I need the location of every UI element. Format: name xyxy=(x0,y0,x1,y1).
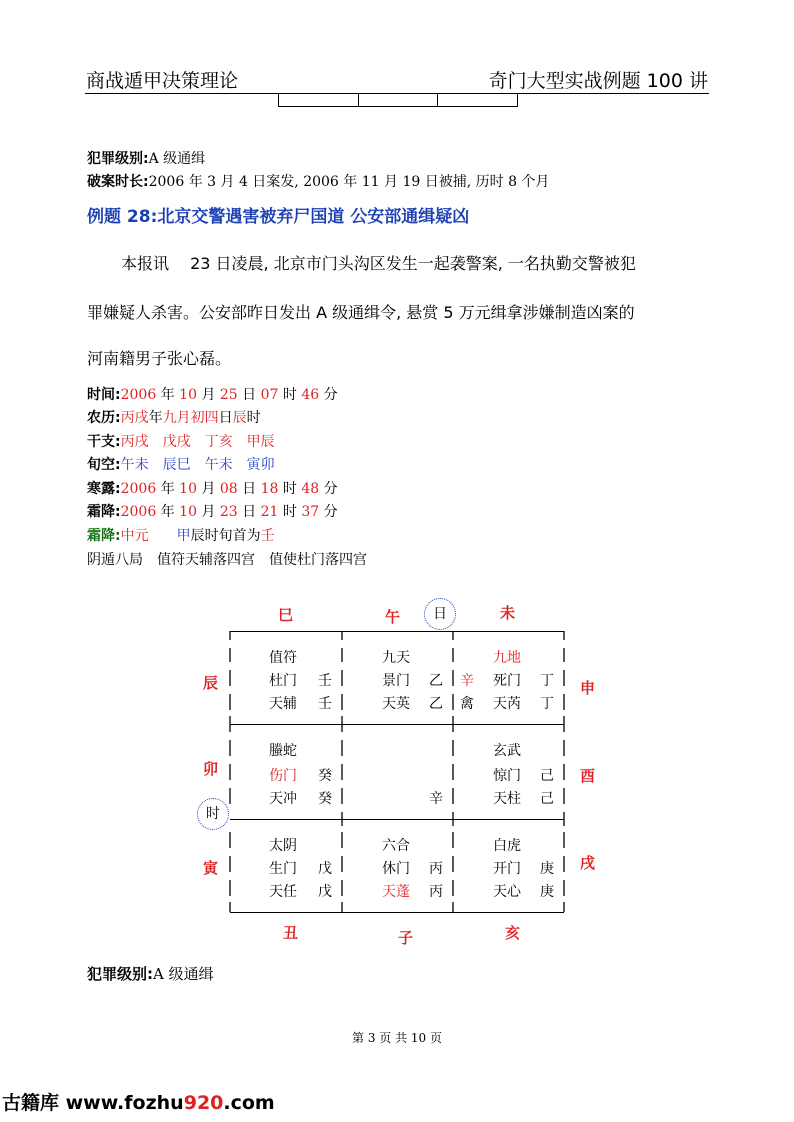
info-ganzhi: 干支:丙戌 戊戌 丁亥 甲辰 xyxy=(87,434,275,450)
p6-god: 白虎 xyxy=(493,838,521,854)
info-shuangjiang: 霜降:2006 年 10 月 23 日 21 时 37 分 xyxy=(87,504,338,520)
info-time: 时间:2006 年 10 月 25 日 07 时 46 分 xyxy=(87,387,338,403)
branch-wei: 未 xyxy=(500,604,516,622)
p3-god: 螣蛇 xyxy=(269,743,297,759)
branch-wu: 午 xyxy=(385,608,401,626)
p5-stem: 辛 xyxy=(429,791,443,807)
p8-door-stem: 戊 xyxy=(318,861,332,877)
p2-door-extra: 辛 xyxy=(460,673,474,689)
p6-star-stem: 庚 xyxy=(540,884,554,900)
header-right: 奇门大型实战例题 100 讲 xyxy=(488,70,708,92)
p1-star-stem: 丙 xyxy=(429,884,443,900)
branch-shen: 申 xyxy=(580,679,596,697)
p3-star: 天冲 xyxy=(269,791,297,807)
p1-door-stem: 丙 xyxy=(429,861,443,877)
page-number: 第 3 页 共 10 页 xyxy=(352,1031,442,1045)
p2-door: 死门 xyxy=(493,673,521,689)
p4-door-stem: 壬 xyxy=(318,673,332,689)
branch-hai: 亥 xyxy=(505,924,521,942)
p6-door-stem: 庚 xyxy=(540,861,554,877)
branch-chen: 辰 xyxy=(203,674,219,692)
p1-star: 天蓬 xyxy=(382,884,410,900)
p2-door-stem: 丁 xyxy=(540,673,554,689)
p7-star: 天柱 xyxy=(493,791,521,807)
p2-star: 天芮 xyxy=(493,696,521,712)
info-lunar: 农历:丙戌年九月初四日辰时 xyxy=(87,410,261,426)
branch-yin: 寅 xyxy=(203,859,219,877)
p8-door: 生门 xyxy=(269,861,297,877)
p9-star: 天英 xyxy=(382,696,410,712)
branch-chou: 丑 xyxy=(283,924,299,942)
news-line-2: 罪嫌疑人杀害。公安部昨日发出 A 级通缉令, 悬赏 5 万元缉拿涉嫌制造凶案的 xyxy=(87,303,635,322)
p8-god: 太阴 xyxy=(269,838,297,854)
p4-god: 值符 xyxy=(269,650,297,666)
case-duration: 破案时长:2006 年 3 月 4 日案发, 2006 年 11 月 19 日被捕, 历时 8 个月 xyxy=(87,174,550,190)
p3-star-stem: 癸 xyxy=(318,791,332,807)
p9-star-stem: 乙 xyxy=(429,696,443,712)
p3-door-stem: 癸 xyxy=(318,768,332,784)
site-watermark[interactable]: 古籍库 www.fozhu920.com xyxy=(2,1092,275,1114)
p4-star: 天辅 xyxy=(269,696,297,712)
news-line-3: 河南籍男子张心磊。 xyxy=(87,349,232,368)
p8-star: 天任 xyxy=(269,884,297,900)
day-marker: 日 xyxy=(433,606,447,622)
p4-star-stem: 壬 xyxy=(318,696,332,712)
p7-god: 玄武 xyxy=(493,743,521,759)
branch-si: 巳 xyxy=(278,606,294,624)
p3-door: 伤门 xyxy=(269,768,297,784)
header-left: 商战遁甲决策理论 xyxy=(86,70,239,92)
p8-star-stem: 戊 xyxy=(318,884,332,900)
branch-mao: 卯 xyxy=(203,760,219,778)
info-ju: 阴遁八局 值符天辅落四宫 值使杜门落四宫 xyxy=(87,552,367,568)
p4-door: 杜门 xyxy=(269,673,297,689)
info-xunkong: 旬空:午未 辰巳 午未 寅卯 xyxy=(87,457,275,473)
p2-god: 九地 xyxy=(493,650,521,666)
branch-you: 酉 xyxy=(580,767,596,785)
p6-star: 天心 xyxy=(493,884,521,900)
hour-marker: 时 xyxy=(206,806,220,822)
info-hanlu: 寒露:2006 年 10 月 08 日 18 时 48 分 xyxy=(87,481,338,497)
branch-xu: 戌 xyxy=(580,854,596,872)
branch-zi: 子 xyxy=(398,929,414,947)
p2-star-extra: 禽 xyxy=(460,696,474,712)
p1-god: 六合 xyxy=(382,838,410,854)
p9-door: 景门 xyxy=(382,673,410,689)
info-yuan: 霜降:中元 甲辰时旬首为壬 xyxy=(87,528,275,544)
p7-star-stem: 己 xyxy=(540,791,554,807)
p2-star-stem: 丁 xyxy=(540,696,554,712)
p9-god: 九天 xyxy=(382,650,410,666)
news-line-1: 本报讯 23 日凌晨, 北京市门头沟区发生一起袭警案, 一名执勤交警被犯 xyxy=(121,254,636,273)
p7-door: 惊门 xyxy=(493,768,521,784)
p6-door: 开门 xyxy=(493,861,521,877)
crime-level: 犯罪级别:A 级通缉 xyxy=(87,151,206,167)
p7-door-stem: 己 xyxy=(540,768,554,784)
p9-door-stem: 乙 xyxy=(429,673,443,689)
footer-crime-level: 犯罪级别:A 级通缉 xyxy=(87,965,214,983)
example-title: 例题 28:北京交警遇害被弃尸国道 公安部通缉疑凶 xyxy=(87,207,470,227)
p1-door: 休门 xyxy=(382,861,410,877)
